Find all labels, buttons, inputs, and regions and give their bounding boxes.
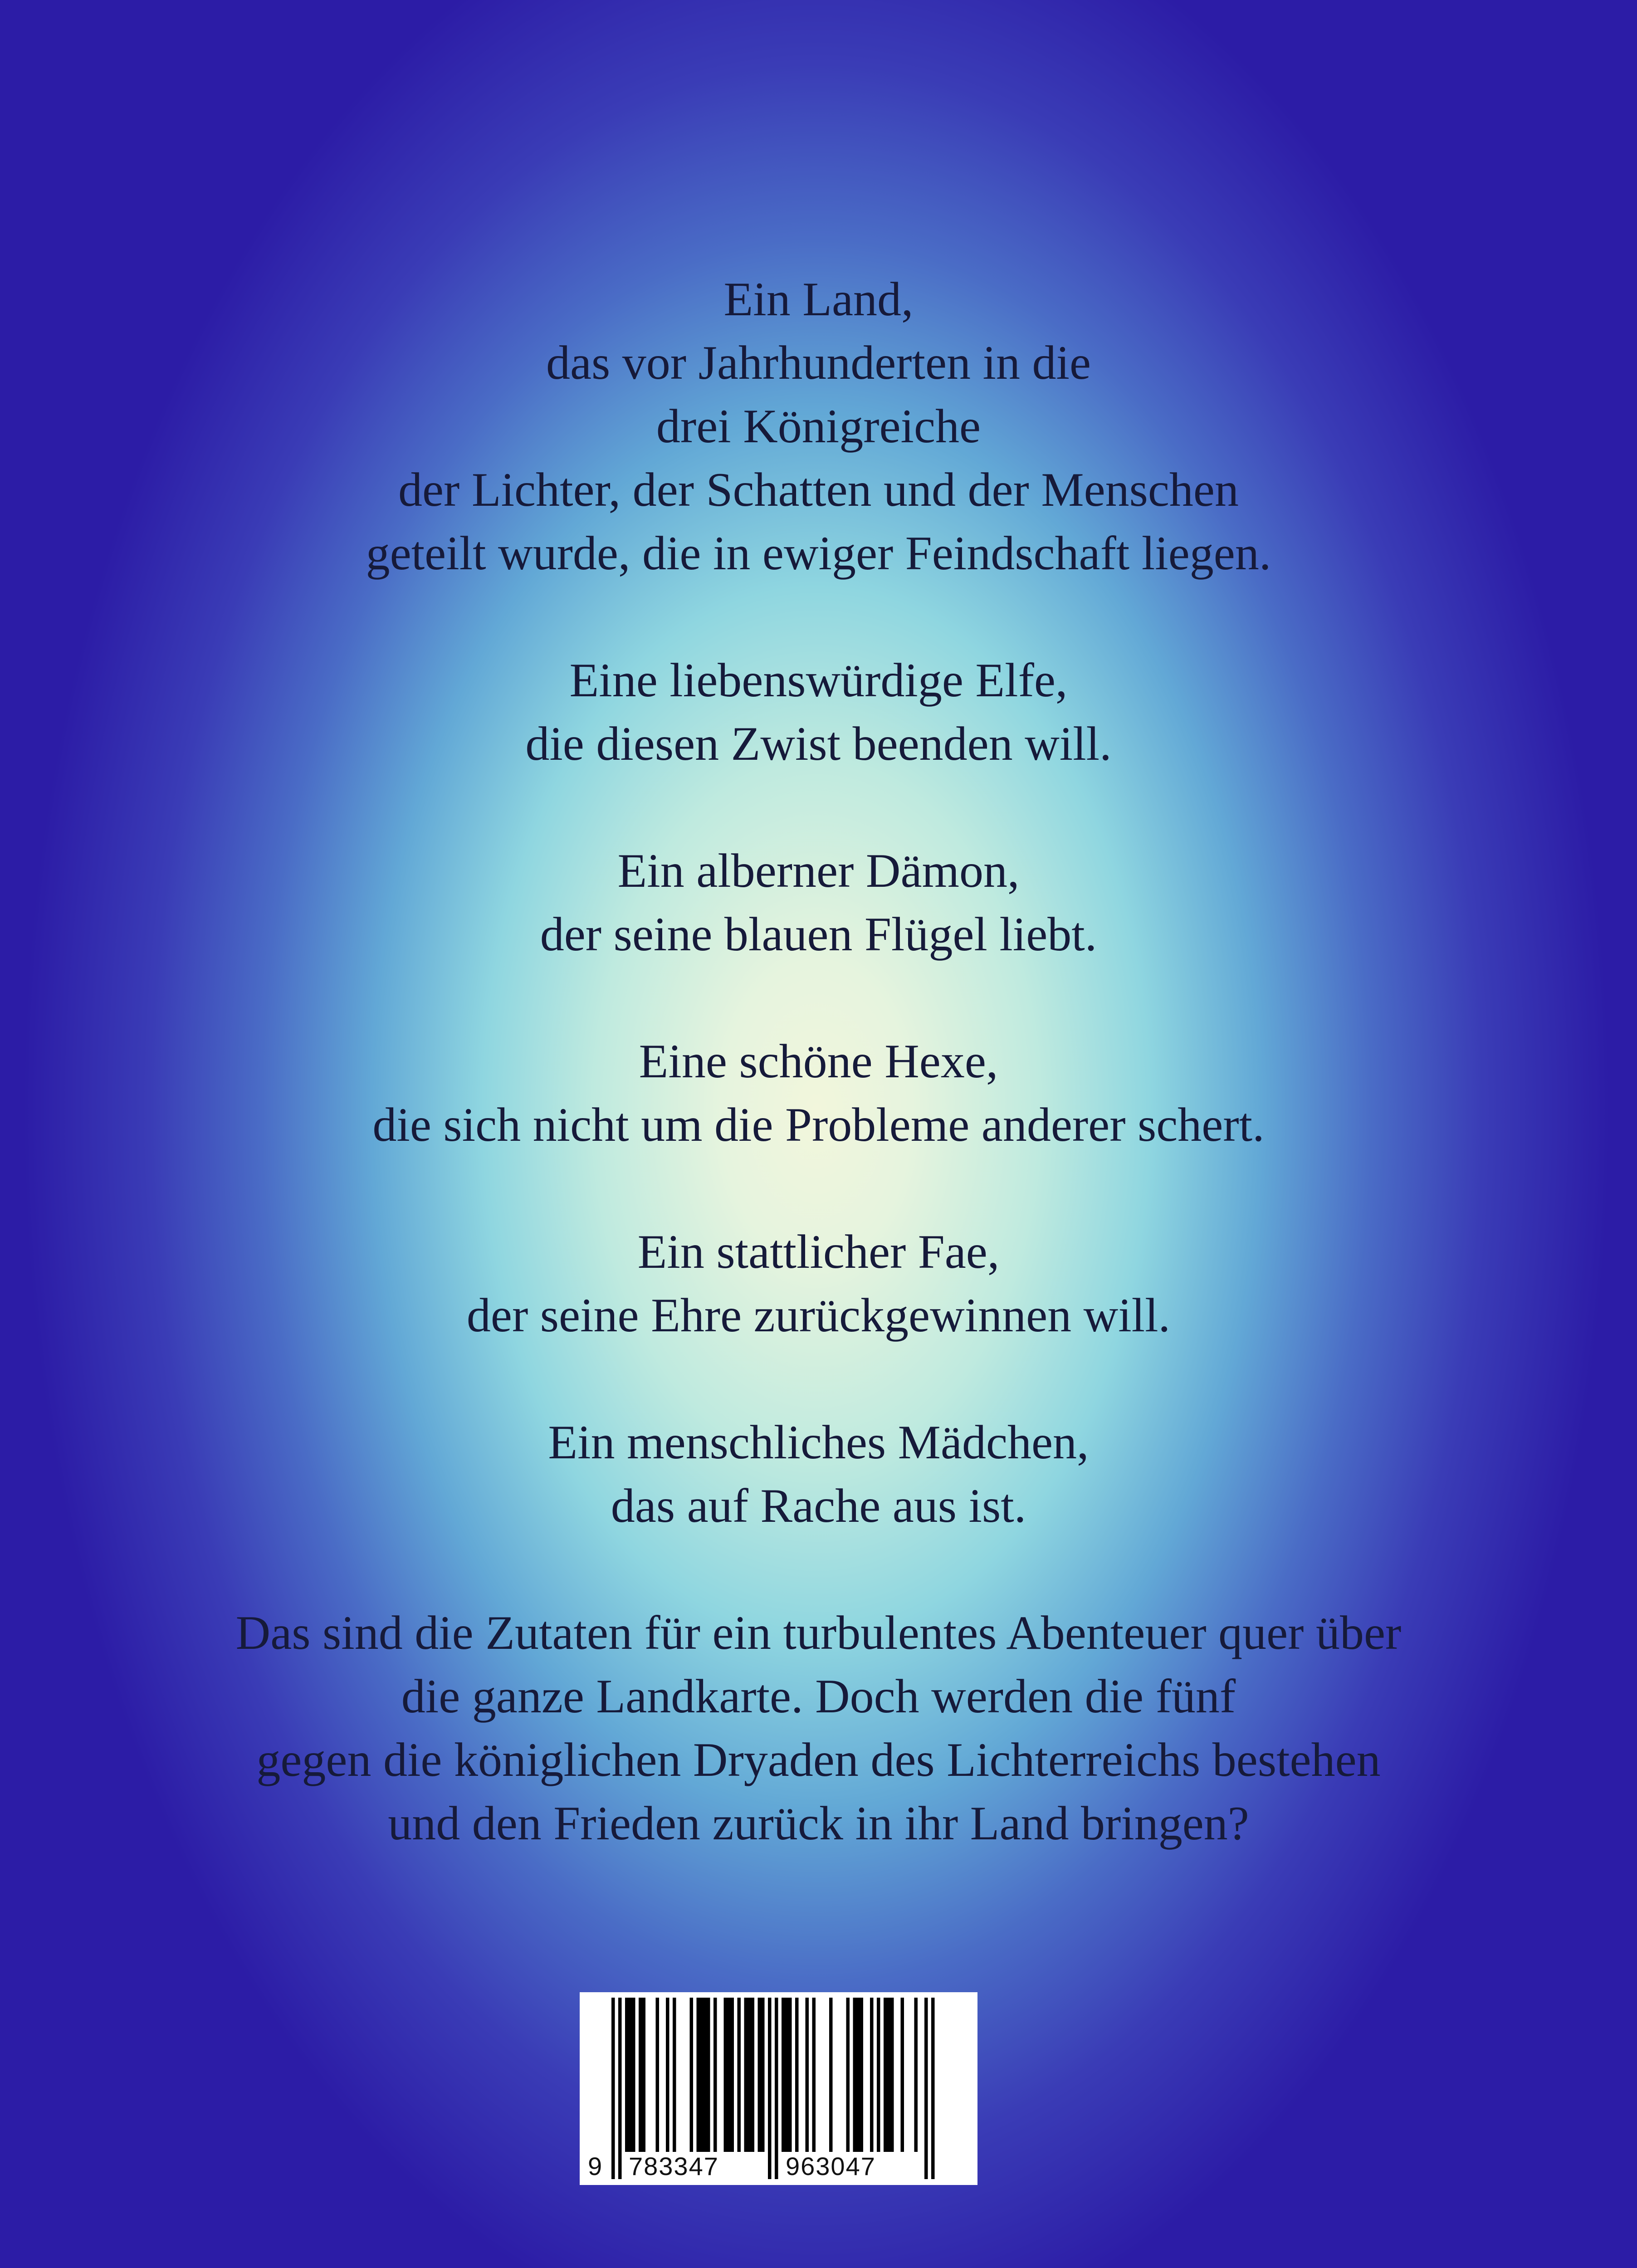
blurb-line: drei Königreiche xyxy=(656,400,981,453)
blurb-stanza xyxy=(0,839,1637,966)
barcode-bar xyxy=(639,1998,642,2152)
blurb-line: gegen die königlichen Dryaden des Lichterreichs bestehen xyxy=(256,1733,1381,1786)
barcode-bar xyxy=(788,1998,792,2152)
barcode-bar xyxy=(806,1998,809,2152)
blurb-line: Eine schöne Hexe, xyxy=(639,1035,998,1088)
blurb-stanza xyxy=(0,1411,1637,1538)
blurb-stanza xyxy=(0,268,1637,585)
barcode-bar xyxy=(860,1998,864,2152)
barcode-bar xyxy=(748,1998,751,2152)
barcode-bar xyxy=(751,1998,755,2152)
barcode-bar xyxy=(656,1998,660,2152)
barcode-bar xyxy=(673,1998,676,2152)
blurb-line: der Lichter, der Schatten und der Menschen xyxy=(398,463,1239,516)
blurb-stanza xyxy=(0,1220,1637,1347)
barcode-bar xyxy=(707,1998,710,2152)
barcode-bar xyxy=(632,1998,635,2152)
blurb-stanza xyxy=(0,1030,1637,1157)
blurb-line: das vor Jahrhunderten in die xyxy=(546,336,1091,389)
barcode-bar xyxy=(629,1998,632,2152)
barcode-bar xyxy=(758,1998,762,2152)
barcode-bar xyxy=(704,1998,707,2152)
blurb-line: Ein alberner Dämon, xyxy=(617,844,1020,897)
barcode-bar xyxy=(812,1998,816,2152)
barcode-digit-first: 9 xyxy=(588,2152,602,2180)
blurb-line: und den Frieden zurück in ihr Land bringen? xyxy=(388,1797,1249,1850)
barcode-bar xyxy=(931,1998,935,2179)
barcode-bar xyxy=(877,1998,880,2152)
blurb-line: Ein stattlicher Fae, xyxy=(637,1225,1000,1278)
blurb-line: Ein menschliches Mädchen, xyxy=(548,1416,1089,1469)
barcode-bar xyxy=(731,1998,734,2152)
barcode-bar xyxy=(846,1998,850,2152)
barcode-bar xyxy=(887,1998,891,2152)
barcode-bar xyxy=(901,1998,904,2152)
blurb-line: der seine Ehre zurückgewinnen will. xyxy=(466,1289,1171,1342)
blurb-line: Eine liebenswürdige Elfe, xyxy=(569,654,1068,707)
barcode-bar xyxy=(856,1998,860,2152)
barcode-bar xyxy=(768,1998,772,2179)
barcode-bar xyxy=(611,1998,615,2179)
blurb-stanza xyxy=(0,1601,1637,1855)
barcode-bar xyxy=(775,1998,778,2179)
barcode-bar xyxy=(782,1998,785,2152)
blurb-line: das auf Rache aus ist. xyxy=(611,1479,1026,1532)
barcode-bar xyxy=(642,1998,646,2152)
barcode-bar xyxy=(829,1998,833,2152)
barcode-bar xyxy=(727,1998,731,2152)
blurb-line: die sich nicht um die Probleme anderer schert. xyxy=(372,1098,1265,1151)
blurb-text xyxy=(0,268,1637,1919)
barcode-bar xyxy=(625,1998,629,2152)
barcode-digits-left: 783347 xyxy=(625,2153,723,2180)
barcode-bar xyxy=(914,1998,918,2152)
blurb-line: die diesen Zwist beenden will. xyxy=(525,717,1112,770)
barcode-digits-right: 963047 xyxy=(782,2153,880,2180)
barcode-bar xyxy=(853,1998,857,2152)
blurb-stanza xyxy=(0,649,1637,776)
blurb-line: Das sind die Zutaten für ein turbulentes Abenteuer quer über xyxy=(235,1606,1402,1659)
barcode-bar xyxy=(700,1998,704,2152)
barcode-bar xyxy=(870,1998,874,2152)
barcode-bar xyxy=(724,1998,728,2152)
blurb-line: Ein Land, xyxy=(723,273,914,326)
isbn-barcode xyxy=(580,1992,977,2185)
barcode-bar xyxy=(738,1998,741,2152)
barcode-bar xyxy=(690,1998,694,2152)
barcode-bar xyxy=(713,1998,717,2152)
barcode-bar xyxy=(761,1998,765,2152)
blurb-line: der seine blauen Flügel liebt. xyxy=(540,908,1097,961)
barcode-bar xyxy=(697,1998,700,2152)
barcode-bar xyxy=(795,1998,799,2152)
barcode-bar xyxy=(618,1998,622,2179)
barcode-bar xyxy=(785,1998,789,2152)
blurb-line: die ganze Landkarte. Doch werden die fünf xyxy=(401,1670,1236,1723)
barcode-bar xyxy=(666,1998,669,2152)
barcode-bar xyxy=(884,1998,887,2152)
barcode-bar xyxy=(924,1998,928,2179)
barcode-bar xyxy=(744,1998,748,2152)
barcode-bar xyxy=(890,1998,894,2152)
blurb-line: geteilt wurde, die in ewiger Feindschaft liegen. xyxy=(366,527,1271,580)
